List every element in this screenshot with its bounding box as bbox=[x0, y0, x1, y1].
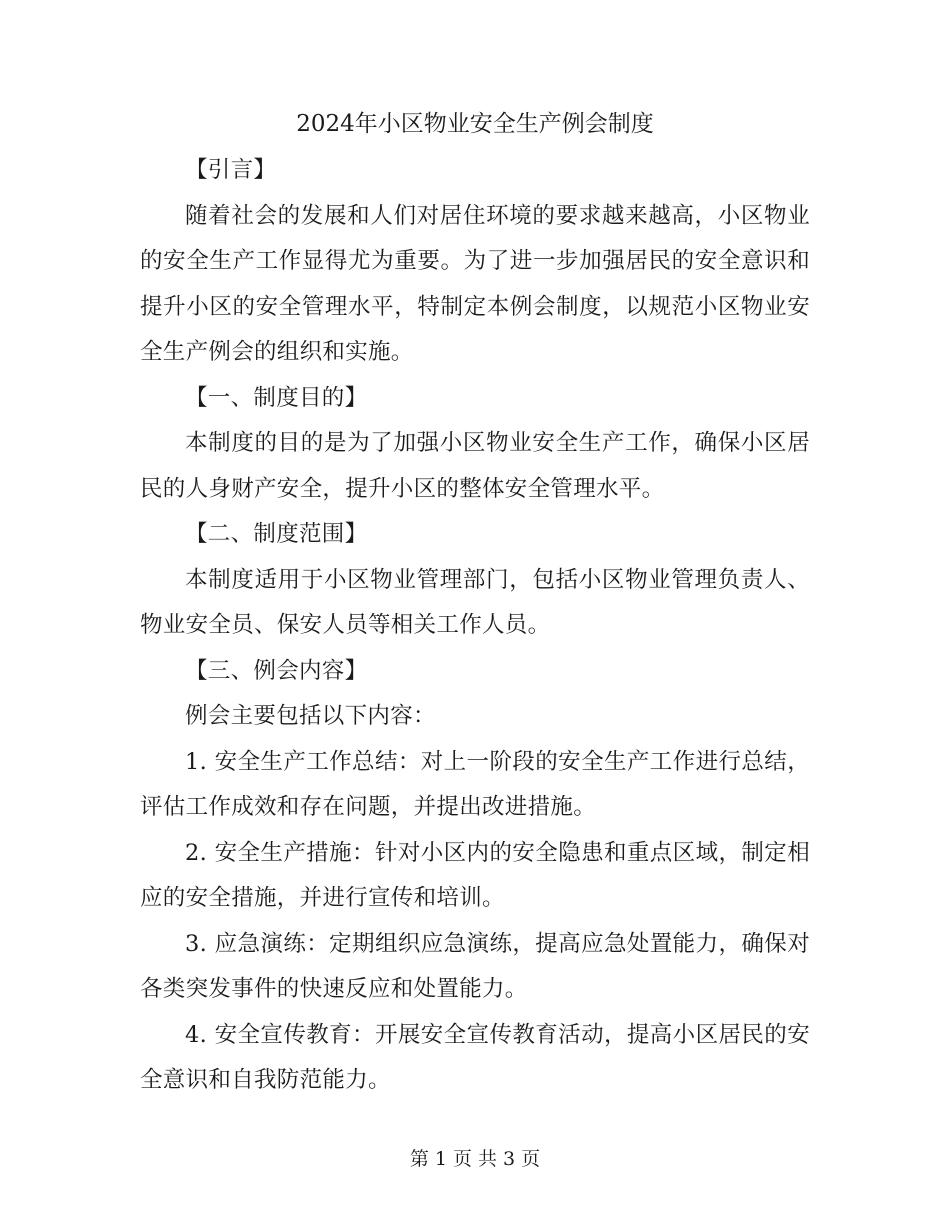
paragraph-scope: 本制度适用于小区物业管理部门，包括小区物业管理负责人、物业安全员、保安人员等相关工作人员。 bbox=[140, 566, 810, 638]
section-heading-scope: 【二、制度范围】 bbox=[185, 521, 368, 547]
list-item-1: 1. 安全生产工作总结：对上一阶段的安全生产工作进行总结，评估工作成效和存在问题，并提出改进措施。 bbox=[140, 748, 810, 820]
section-heading-purpose: 【一、制度目的】 bbox=[185, 384, 368, 411]
document-title: 2024年小区物业安全生产例会制度 bbox=[296, 111, 654, 137]
paragraph-content-intro: 例会主要包括以下内容： bbox=[185, 703, 436, 729]
page-footer: 第 1 页 共 3 页 bbox=[409, 1148, 541, 1170]
document-body bbox=[140, 148, 810, 1104]
paragraph-introduction: 随着社会的发展和人们对居住环境的要求越来越高，小区物业的安全生产工作显得尤为重要。为了进一步加强居民的安全意识和提升小区的安全管理水平，特制定本例会制度，以规范小区物业安全生产例会的组织和实施。 bbox=[140, 202, 810, 365]
list-item-2: 2. 安全生产措施：针对小区内的安全隐患和重点区域，制定相应的安全措施，并进行宣传和培训。 bbox=[140, 839, 810, 911]
paragraph-purpose: 本制度的目的是为了加强小区物业安全生产工作，确保小区居民的人身财产安全，提升小区的整体安全管理水平。 bbox=[140, 430, 810, 502]
list-item-4: 4. 安全宣传教育：开展安全宣传教育活动，提高小区居民的安全意识和自我防范能力。 bbox=[140, 1021, 810, 1093]
section-heading-content: 【三、例会内容】 bbox=[185, 657, 368, 684]
section-heading-introduction: 【引言】 bbox=[185, 157, 277, 183]
list-item-3: 3. 应急演练：定期组织应急演练，提高应急处置能力，确保对各类突发事件的快速反应和处置能力。 bbox=[140, 930, 810, 1002]
